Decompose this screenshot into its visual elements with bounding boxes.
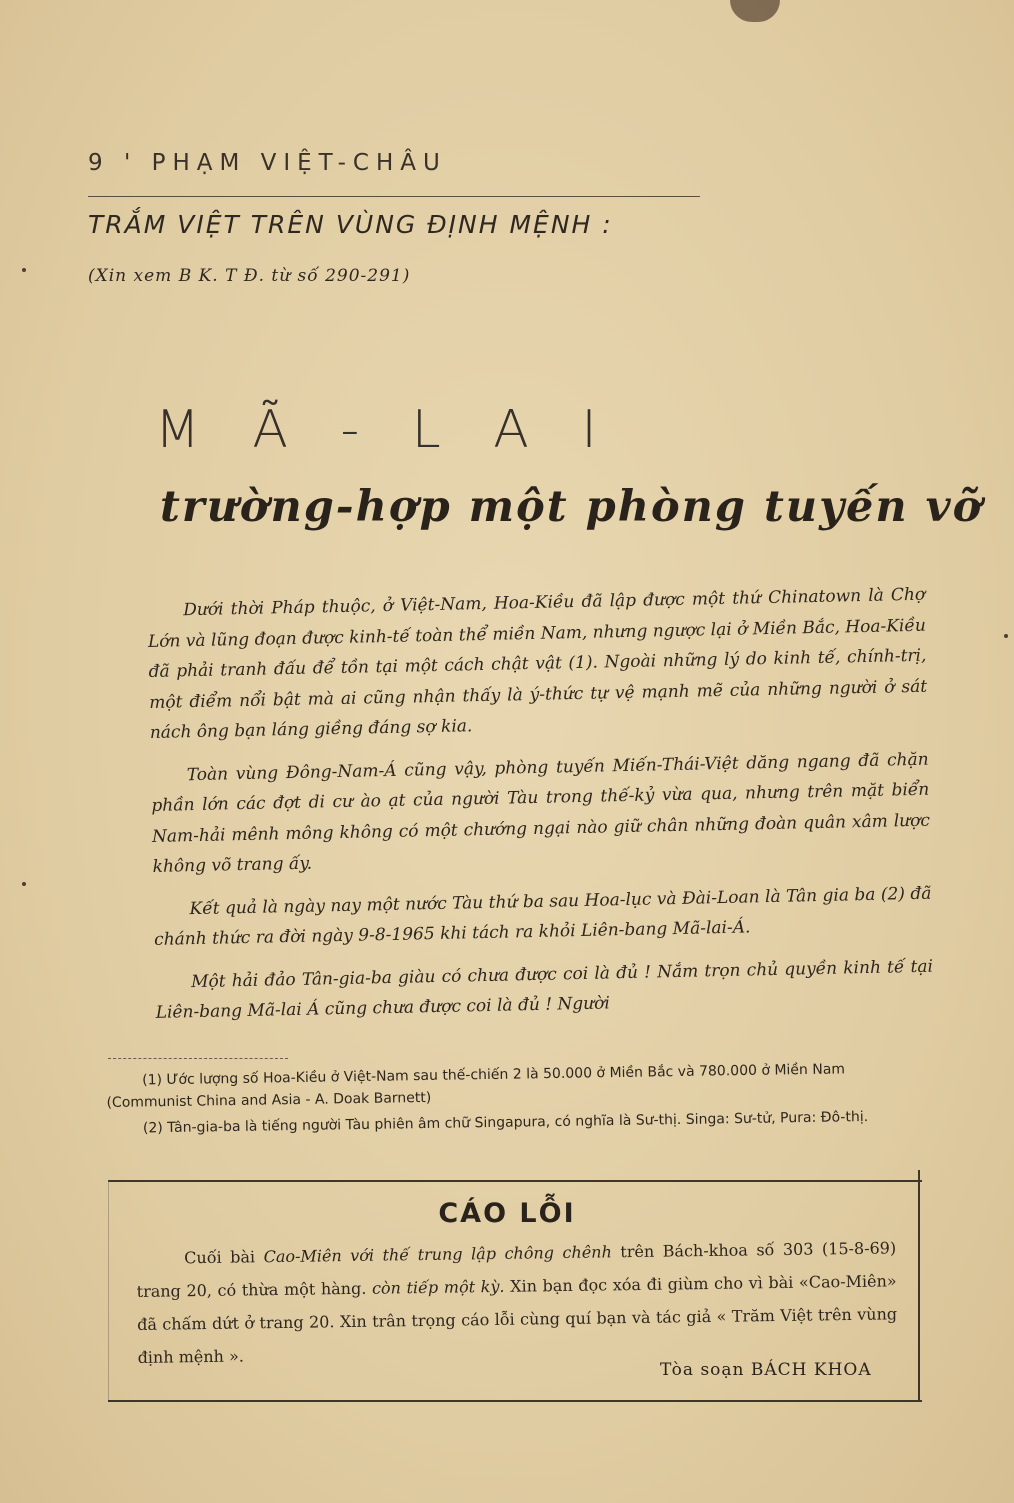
series-reference: (Xin xem B K. T Đ. từ số 290-291): [88, 266, 411, 286]
body-paragraph: Kết quả là ngày nay một nước Tàu thứ ba sau Hoa-lục và Đài-Loan là Tân gia ba (2) đã chánh thức ra đời ngày 9-8-1965 khi tách ra khỏi Liên-bang Mã-lai-Á.: [153, 883, 932, 950]
notice-title: CÁO LỖI: [438, 1198, 576, 1229]
notice-text: trên Bách-khoa số 303 (15-8-69) trang 20, có thừa một hàng.: [136, 1238, 897, 1301]
notice-box-bottom-rule: [108, 1400, 922, 1402]
header-rule: [88, 196, 700, 197]
margin-dot: [1004, 634, 1008, 638]
margin-dot: [22, 268, 26, 272]
series-title: TRẮM VIỆT TRÊN VÙNG ĐỊNH MỆNH :: [88, 210, 613, 239]
notice-paragraph: [136, 1231, 898, 1374]
margin-dot: [22, 882, 26, 886]
article-title: M Ã - L A I: [155, 400, 615, 460]
notice-signature: Tòa soạn BÁCH KHOA: [660, 1360, 872, 1380]
notice-body: [136, 1231, 898, 1374]
notice-text: Cuối bài: [184, 1247, 264, 1268]
notice-italic-article: Cao-Miên với thế trung lập chông chênh: [263, 1242, 612, 1267]
footnotes: [106, 1057, 925, 1144]
series-author-line: 9 ' PHẠM VIỆT-CHÂU: [88, 150, 447, 176]
article-subtitle: trường-hợp một phòng tuyến vỡ: [160, 482, 984, 532]
article-body: [147, 580, 934, 1041]
body-paragraph: Toàn vùng Đông-Nam-Á cũng vậy, phòng tuyến Miến-Thái-Việt dăng ngang đã chặn phần lớn các đợt di cư ào ạt của người Tàu trong thế-kỷ vừa qua, nhưng trên mặt biển Nam-hải mênh mông không có một chướng ngại nào giữ chân những đoàn quân xâm lược không võ trang ấy.: [151, 749, 931, 877]
notice-box-top-rule: [108, 1180, 922, 1182]
footnote: (1) Ước lượng số Hoa-Kiều ở Việt-Nam sau thế-chiến 2 là 50.000 ở Miền Bắc và 780.000 ở Miền Nam (Communist China and Asia - A. Doak Barnett): [106, 1061, 846, 1111]
notice-italic-phrase: còn tiếp một kỳ.: [371, 1276, 505, 1298]
footnote: (2) Tân-gia-ba là tiếng người Tàu phiên âm chữ Singapura, có nghĩa là Sư-thị. Singa: Sư-tử, Pura: Đô-thị.: [142, 1109, 869, 1137]
body-paragraph: Một hải đảo Tân-gia-ba giàu có chưa được coi là đủ ! Nắm trọn chủ quyền kinh tế tại Liên-bang Mã-lai Á cũng chưa được coi là đủ ! Người: [155, 956, 934, 1023]
notice-text: Xin bạn đọc xóa đi giùm cho vì bài «Cao-Miên» đã chấm dứt ở trang 20. Xin trân trọng cáo lỗi cùng quí bạn và tác giả « Trăm Việt trên vùng định mệnh ».: [137, 1271, 898, 1367]
body-paragraph: Dưới thời Pháp thuộc, ở Việt-Nam, Hoa-Kiều đã lập được một thứ Chinatown là Chợ Lớn và lũng đoạn được kinh-tế toàn thể miền Nam, nhưng ngược lại ở Miền Bắc, Hoa-Kiều đã phải tranh đấu để tồn tại một cách chật vật (1). Ngoài những lý do kinh tế, chính-trị, một điểm nổi bật mà ai cũng nhận thấy là ý-thức tự vệ mạnh mẽ của những người ở sát nách ông bạn láng giềng đáng sợ kia.: [147, 584, 928, 743]
footnote-rule: [108, 1058, 288, 1059]
